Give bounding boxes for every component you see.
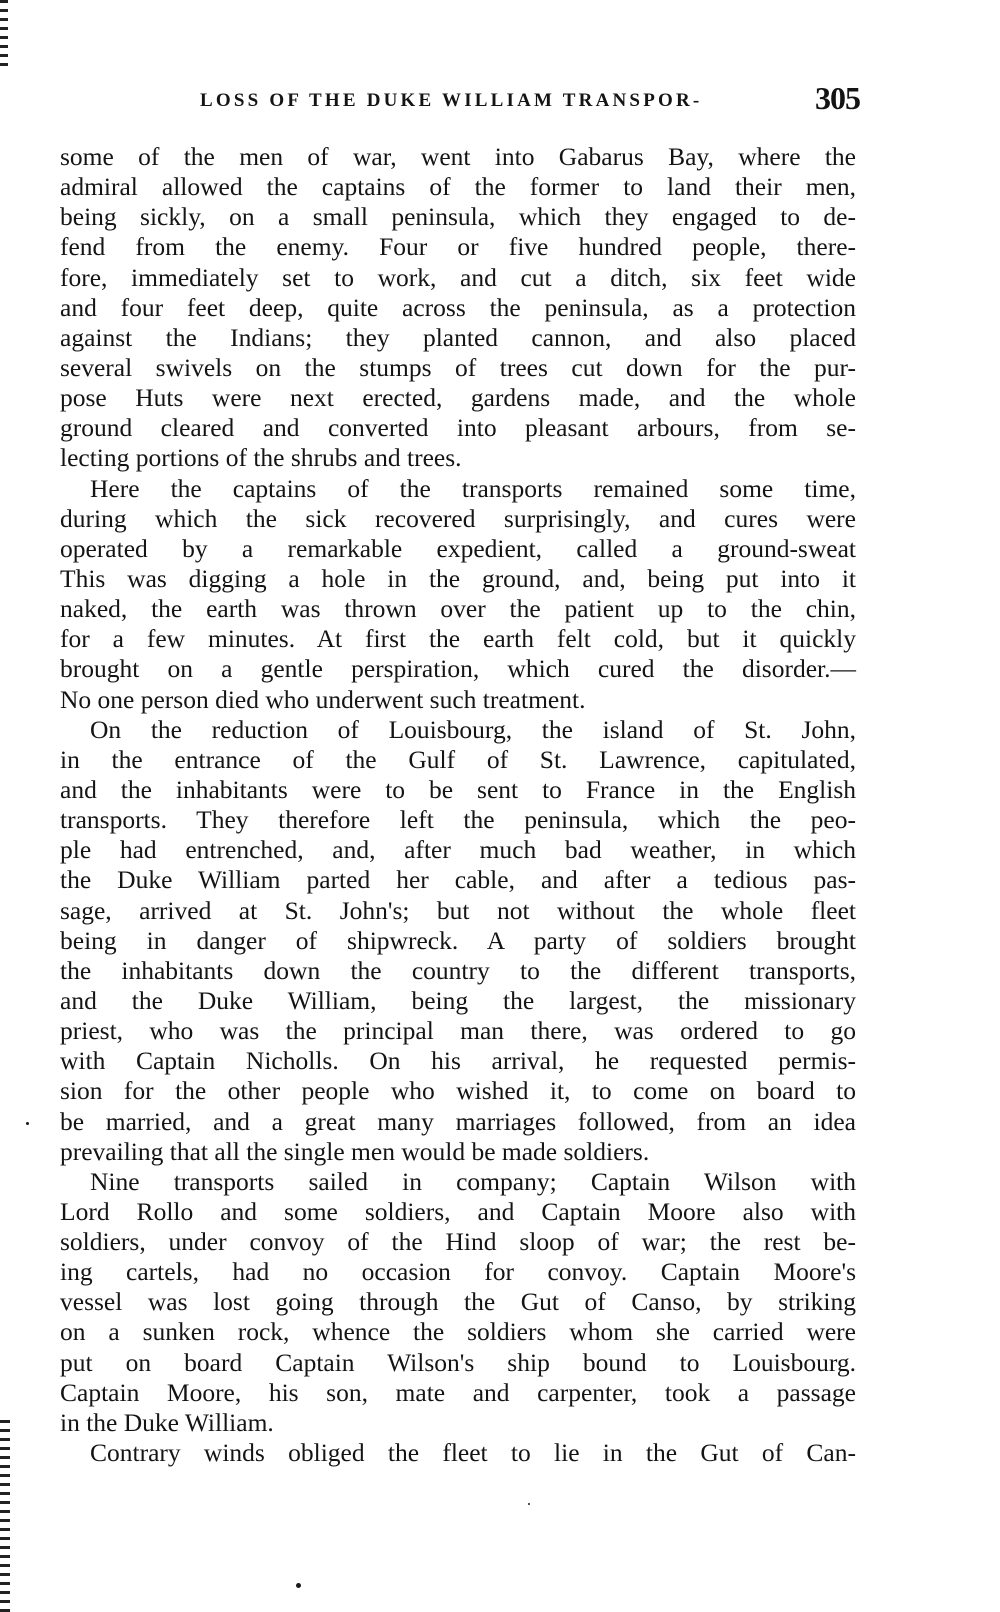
scan-edge-bottom [0, 1420, 10, 1612]
page-number: 305 [815, 80, 860, 116]
text-line: This was digging a hole in the ground, and, being put into it [60, 563, 856, 593]
text-line: in the Duke William. [60, 1407, 274, 1437]
text-line: On the reduction of Louisbourg, the island of St. John, [90, 714, 856, 744]
text-line: with Captain Nicholls. On his arrival, he requested permis- [60, 1046, 856, 1076]
body-text [60, 142, 856, 1468]
text-line: Here the captains of the transports remained some time, [90, 473, 856, 503]
text-line: No one person died who underwent such treatment. [60, 684, 586, 714]
text-line: ground cleared and converted into pleasant arbours, from se- [60, 413, 856, 443]
text-line: and the Duke William, being the largest, the missionary [60, 985, 856, 1015]
text-line: vessel was lost going through the Gut of Canso, by striking [60, 1287, 856, 1317]
text-line: pose Huts were next erected, gardens made, and the whole [60, 383, 856, 413]
text-line: naked, the earth was thrown over the patient up to the chin, [60, 594, 856, 624]
ink-speck [296, 1583, 301, 1588]
paragraph [60, 1167, 856, 1438]
paragraph [60, 474, 856, 715]
text-line: in the entrance of the Gulf of St. Lawrence, capitulated, [60, 744, 856, 774]
text-line: some of the men of war, went into Gabarus Bay, where the [60, 142, 856, 171]
text-line: be married, and a great many marriages followed, from an idea [60, 1106, 856, 1136]
text-line: on a sunken rock, whence the soldiers whom she carried were [60, 1317, 856, 1347]
text-line: during which the sick recovered surprisingly, and cures were [60, 503, 856, 533]
ink-speck [26, 1122, 29, 1125]
text-line: lecting portions of the shrubs and trees. [60, 443, 462, 473]
text-line: transports. They therefore left the peninsula, which the peo- [60, 805, 856, 835]
text-line: sion for the other people who wished it, to come on board to [60, 1076, 856, 1106]
text-line: the inhabitants down the country to the different transports, [60, 955, 856, 985]
text-line: prevailing that all the single men would be made soldiers. [60, 1136, 650, 1166]
text-line: several swivels on the stumps of trees cut down for the pur- [60, 352, 856, 382]
text-line: brought on a gentle perspiration, which cured the disorder.— [60, 654, 856, 684]
scan-edge-top [0, 0, 8, 70]
text-line: ple had entrenched, and, after much bad weather, in which [60, 835, 856, 865]
text-line: fore, immediately set to work, and cut a ditch, six feet wide [60, 262, 856, 292]
text-line: ing cartels, had no occasion for convoy. Captain Moore's [60, 1257, 856, 1287]
text-line: for a few minutes. At first the earth felt cold, but it quickly [60, 624, 856, 654]
running-head [200, 80, 860, 126]
text-line: put on board Captain Wilson's ship bound to Louisbourg. [60, 1347, 856, 1377]
paragraph [60, 142, 856, 474]
running-title: LOSS OF THE DUKE WILLIAM TRANSPOR- [200, 90, 703, 111]
text-line: priest, who was the principal man there, was ordered to go [60, 1016, 856, 1046]
text-line: sage, arrived at St. John's; but not without the whole fleet [60, 895, 856, 925]
text-line: against the Indians; they planted cannon, and also placed [60, 322, 856, 352]
text-line: admiral allowed the captains of the former to land their men, [60, 172, 856, 202]
text-line: Lord Rollo and some soldiers, and Captain Moore also with [60, 1196, 856, 1226]
text-line: being in danger of shipwreck. A party of soldiers brought [60, 925, 856, 955]
text-line: Contrary winds obliged the fleet to lie in the Gut of Can- [90, 1438, 856, 1468]
paragraph [60, 715, 856, 1167]
paragraph [60, 1438, 856, 1468]
text-line: fend from the enemy. Four or five hundred people, there- [60, 232, 856, 262]
text-line: and four feet deep, quite across the peninsula, as a protection [60, 292, 856, 322]
text-line: Captain Moore, his son, mate and carpenter, took a passage [60, 1377, 856, 1407]
text-line: the Duke William parted her cable, and after a tedious pas- [60, 865, 856, 895]
text-line: operated by a remarkable expedient, called a ground-sweat [60, 533, 856, 563]
text-line: soldiers, under convoy of the Hind sloop of war; the rest be- [60, 1227, 856, 1257]
text-line: Nine transports sailed in company; Captain Wilson with [90, 1166, 856, 1196]
ink-speck [528, 1503, 530, 1505]
text-line: being sickly, on a small peninsula, which they engaged to de- [60, 202, 856, 232]
text-line: and the inhabitants were to be sent to France in the English [60, 774, 856, 804]
